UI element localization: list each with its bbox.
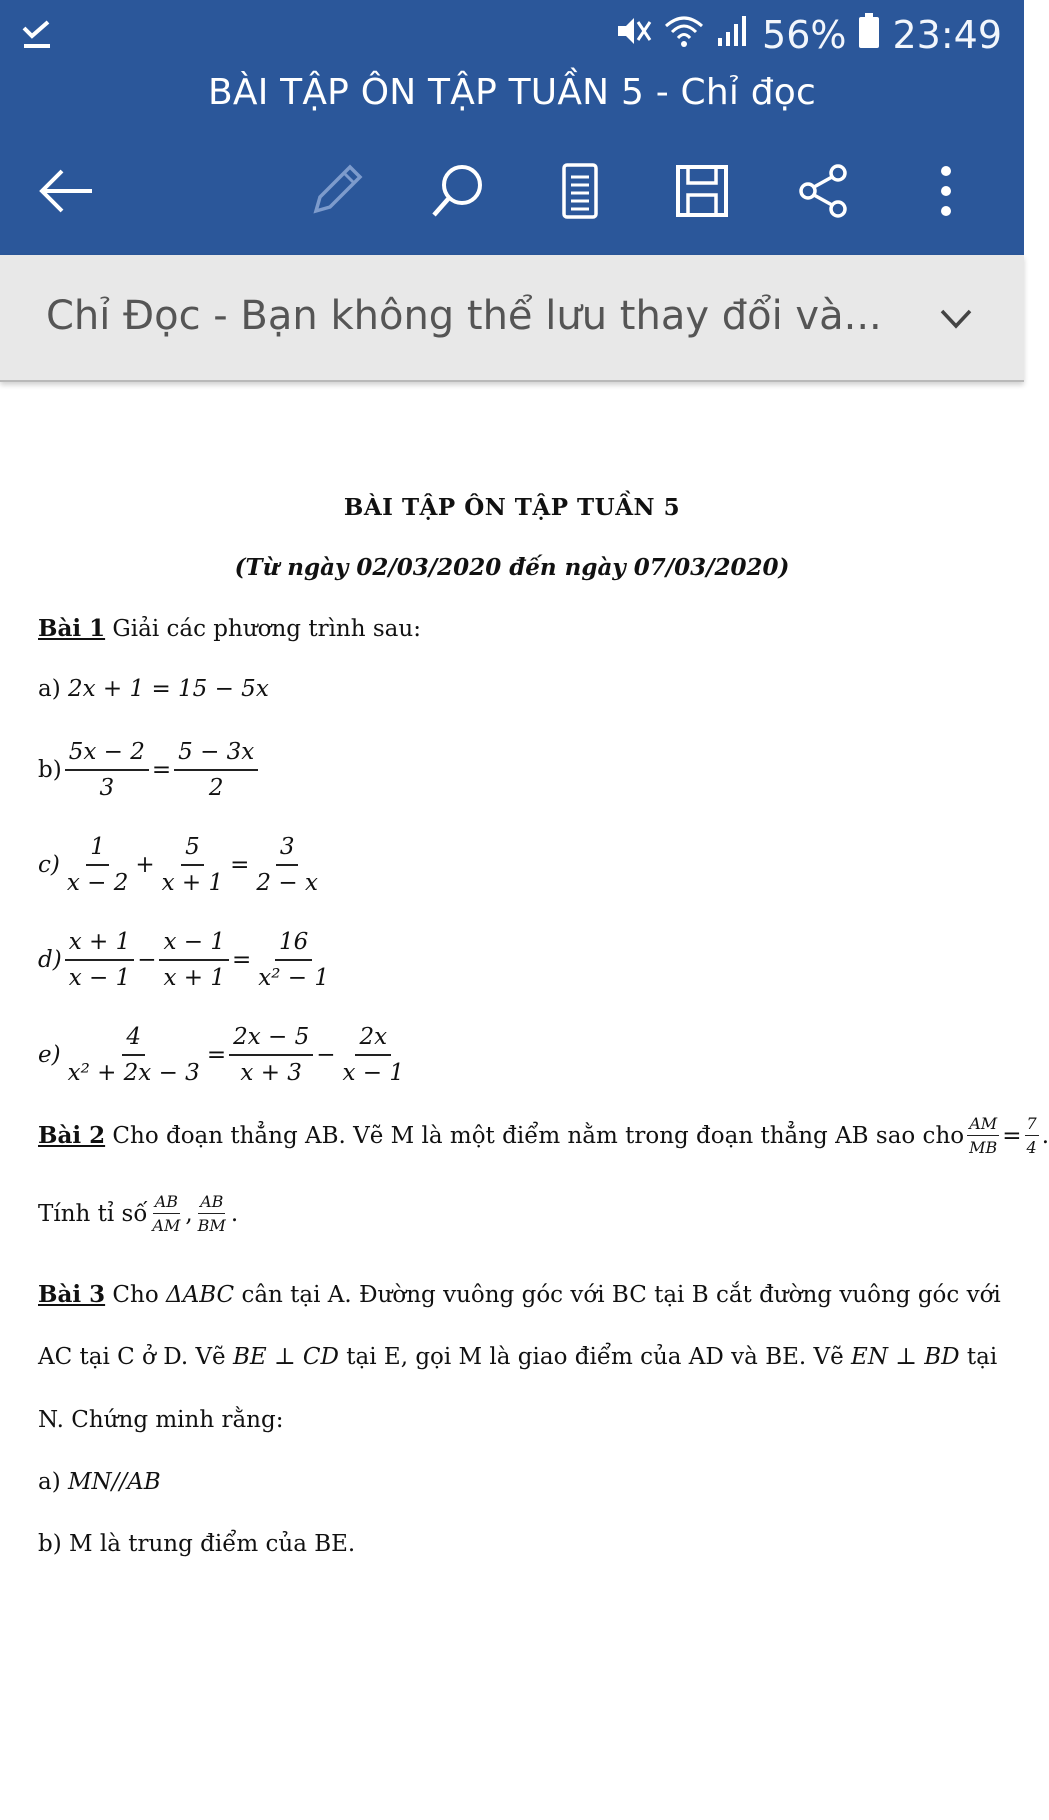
math-run: EN ⊥ BD — [851, 1344, 960, 1370]
bai1-heading — [38, 615, 421, 642]
more-vertical-icon — [936, 161, 956, 221]
operator: = — [230, 852, 250, 878]
bai1-text: Giải các phương trình sau: — [105, 616, 421, 642]
fraction: $\frac{2x - 5}{x + 3}$ — [229, 1024, 313, 1086]
document-page — [0, 384, 1049, 1820]
operator: = — [206, 1042, 227, 1068]
equation-a: 2x + 1 = 15 − 5x — [68, 676, 269, 702]
fraction: $\frac{4}{\text{x² + 2x − 3}}$ — [67, 1024, 200, 1086]
item-label: a) — [38, 1469, 68, 1495]
fraction: $\frac{7}{4}$ — [1026, 1114, 1037, 1157]
status-bar — [0, 0, 1024, 70]
text-run: tại — [959, 1344, 998, 1370]
bai3-label: Bài 3 — [38, 1281, 106, 1308]
operator: = — [151, 757, 172, 783]
search-icon — [428, 161, 488, 221]
expand-banner-button[interactable] — [928, 291, 984, 347]
item-label: b) — [38, 757, 62, 783]
mobile-view-icon — [558, 161, 602, 221]
clock: 23:49 — [892, 13, 1002, 57]
search-button[interactable] — [418, 150, 498, 232]
share-icon — [794, 161, 854, 221]
bai1-b — [38, 739, 261, 801]
save-button[interactable] — [662, 150, 742, 232]
pencil-icon — [306, 161, 366, 221]
math-run: ΔABC — [165, 1282, 235, 1308]
chevron-down-icon — [939, 308, 973, 330]
punctuation: . — [230, 1200, 239, 1227]
fraction: $\frac{x + 1}{x - 1}$ — [65, 929, 135, 991]
fraction: $\frac{AB}{BM}$ — [197, 1192, 226, 1235]
punctuation: , — [185, 1200, 193, 1227]
operator: + — [135, 852, 155, 878]
edit-button[interactable] — [296, 150, 376, 232]
battery-percent: 56% — [762, 13, 847, 57]
bai1-c — [38, 834, 325, 896]
bai1-label: Bài 1 — [38, 615, 106, 642]
read-only-message: Chỉ Đọc - Bạn không thể lưu thay đổi và... — [46, 293, 882, 339]
bai2-text: Cho đoạn thẳng AB. Vẽ M là một điểm nằm trong đoạn thẳng AB sao cho — [105, 1122, 965, 1149]
fraction: $\frac{3}{2 - x}$ — [256, 834, 318, 896]
fraction: $\frac{AM}{MB}$ — [969, 1114, 998, 1157]
bai3-line1 — [38, 1281, 1001, 1308]
bai2-text-2: Tính tỉ số — [38, 1200, 148, 1227]
operator: − — [137, 947, 157, 973]
fraction: $\frac{5}{x + 1}$ — [161, 834, 224, 896]
save-icon — [672, 161, 732, 221]
bai1-d — [38, 929, 336, 991]
mobile-view-button[interactable] — [540, 150, 620, 232]
text-run: Cho — [105, 1282, 166, 1308]
share-button[interactable] — [784, 150, 864, 232]
fraction: $\frac{1}{x - 2}$ — [66, 834, 129, 896]
bai3-line3: N. Chứng minh rằng: — [38, 1407, 284, 1433]
bai1-e — [38, 1024, 411, 1086]
math-run: BE ⊥ CD — [232, 1344, 339, 1370]
operator: = — [1002, 1122, 1022, 1149]
operator: = — [231, 947, 252, 973]
download-complete-icon — [20, 18, 54, 56]
fraction: $\frac{16}{\text{x² − 1}}$ — [258, 929, 329, 991]
app-header — [0, 0, 1024, 255]
wifi-icon — [664, 13, 704, 57]
document-subtitle: (Từ ngày 02/03/2020 đến ngày 07/03/2020) — [234, 554, 790, 581]
text-run: AC tại C ở D. Vẽ — [38, 1344, 233, 1370]
back-arrow-icon — [36, 169, 96, 213]
bai3-line2 — [38, 1344, 997, 1370]
bai2-label: Bài 2 — [38, 1122, 106, 1149]
text-run: tại E, gọi M là giao điểm của AD và BE. Vẽ — [338, 1344, 852, 1370]
fraction: $\frac{2x}{x - 1}$ — [342, 1024, 405, 1086]
text-run: cân tại A. Đường vuông góc với BC tại B cắt đường vuông góc với — [234, 1282, 1001, 1308]
item-label: a) — [38, 676, 61, 702]
fraction: $\frac{x - 1}{x + 1}$ — [159, 929, 229, 991]
math-run: MN//AB — [68, 1469, 161, 1495]
toolbar — [0, 150, 1024, 232]
fraction: $\frac{5 - 3x}{2}$ — [174, 739, 258, 801]
fraction: $\frac{AB}{AM}$ — [152, 1192, 181, 1235]
item-label: d) — [38, 947, 62, 973]
more-options-button[interactable] — [906, 150, 986, 232]
bai3-b: b) M là trung điểm của BE. — [38, 1531, 356, 1557]
punctuation: . — [1041, 1122, 1049, 1149]
battery-icon — [858, 13, 880, 58]
back-button[interactable] — [26, 150, 106, 232]
page-title: BÀI TẬP ÔN TẬP TUẦN 5 - Chỉ đọc — [207, 72, 817, 113]
bai2-line1 — [38, 1114, 1049, 1157]
fraction: $\frac{5x - 2}{3}$ — [65, 739, 149, 801]
item-label: c) — [38, 852, 60, 878]
mute-icon — [614, 13, 652, 57]
bai1-a — [38, 676, 269, 702]
document-title: BÀI TẬP ÔN TẬP TUẦN 5 — [343, 494, 681, 521]
bai3-a — [38, 1469, 161, 1495]
item-label: e) — [38, 1042, 61, 1068]
bai2-line2 — [38, 1192, 238, 1235]
signal-icon — [716, 13, 750, 57]
read-only-banner[interactable] — [0, 255, 1024, 382]
operator: − — [316, 1042, 336, 1068]
